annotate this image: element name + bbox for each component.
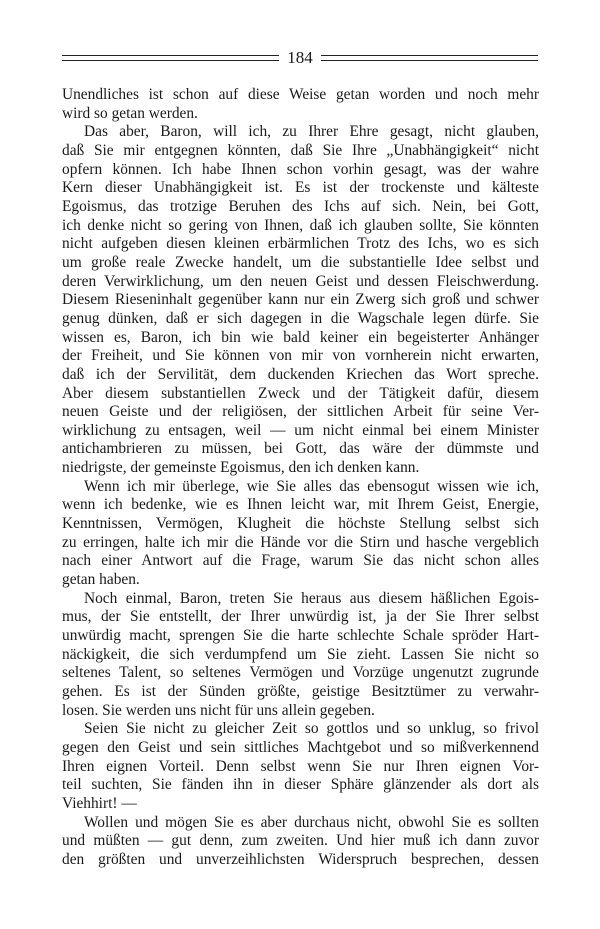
text-line: Ihren eignen Vorteil. Denn selbst wenn Sie nur Ihren eignen Vor- [62,757,539,775]
text-line: wird so getan werden. [62,104,198,122]
text-line: näckigkeit, die sich verdumpfend um Sie zieht. Lassen Sie nicht so [62,645,539,663]
text-line: wissen es, Baron, ich bin wie bald keiner ein begeisterter Anhänger [62,328,539,346]
text-line: Seien Sie nicht zu gleicher Zeit so gottlos und so unklug, so frivol [84,720,539,738]
text-line: Viehhirt! — [62,794,137,812]
text-line: Wollen und mögen Sie es aber durchaus nicht, obwohl Sie es sollten [84,813,539,831]
text-line: Diesem Rieseninhalt gegenüber kann nur ein Zwerg sich groß und schwer [62,291,539,309]
text-line: daß Sie mir entgegnen könnten, daß Sie Ihre „Unabhängigkeit“ nicht [62,141,539,159]
text-line: und müßten — gut denn, zum zweiten. Und hier muß ich dann zuvor [62,832,539,850]
text-line: wirklichung zu entsagen, weil — um nicht einmal bei einem Minister [62,421,539,439]
text-line: gehen. Es ist der Sünden größte, geistige Besitztümer zu verwahr- [62,683,539,700]
text-line: seltenes Talent, so seltenes Vermögen und Vorzüge ungenutzt zugrunde [62,664,539,682]
text-line: wenn ich bedenke, wie es Ihnen leicht war, mit Ihrem Geist, Energie, [62,496,539,514]
text-line: Noch einmal, Baron, treten Sie heraus aus diesem häßlichen Egois- [84,589,539,607]
text-line: Unendliches ist schon auf diese Weise getan worden und noch mehr [62,86,539,103]
text-line: Egoismus, das trotzige Beruhen des Ichs auf sich. Nein, bei Gott, [62,197,539,215]
text-line: gegen den Geist und sein sittliches Machtgebot und so mißverkennend [62,738,539,756]
text-line: neuen Geiste und der religiösen, der sittlichen Arbeit für seine Ver- [62,403,539,421]
text-line: genug dünken, daß er sich dagegen in die Wagschale legen dürfe. Sie [62,309,539,327]
text-line: der Freiheit, und Sie können von mir von vornherein nicht erwarten, [62,347,539,365]
text-line: nach einer Antwort auf die Frage, warum Sie das nicht schon alles [62,552,539,570]
header-rule-right [321,55,538,61]
text-line: Kenntnissen, Vermögen, Klugheit die höchste Stellung selbst sich [62,515,539,533]
text-line: nicht aufgeben diesen kleinen erbärmlichen Trotz des Ichs, wo es sich [62,235,539,253]
text-line: unwürdig macht, sprengen Sie die harte schlechte Schale spröder Hart- [62,627,539,645]
text-line: teil suchten, Sie fänden ihn in dieser Sphäre glänzender als dort als [62,776,539,794]
text-line: deren Verwirklichung, um den neuen Geist und dessen Fleischwerdung. [62,272,539,290]
text-line: ich denke nicht so gering von Ihnen, daß ich glauben sollte, Sie könnten [62,216,539,234]
text-line: mus, der Sie entstellt, der Ihrer unwürdig ist, ja der Sie Ihrer selbst [62,608,539,626]
page-header [62,48,538,68]
text-line: den größten und unverzeihlichsten Widerspruch besprechen, dessen [62,850,539,868]
text-line: daß ich der Servilität, dem duckenden Kriechen das Wort spreche. [62,365,539,383]
text-line: Aber diesem substantiellen Zweck und der Tätigkeit dafür, diesem [62,384,539,402]
body-text [62,86,539,870]
text-line: Kern dieser Unabhängigkeit ist. Es ist der trockenste und kälteste [62,179,539,197]
header-rule-left [62,55,279,61]
text-line: niedrigste, der gemeinste Egoismus, den ich denken kann. [62,459,420,477]
text-line: Wenn ich mir überlege, wie Sie alles das ebensogut wissen wie ich, [84,477,539,495]
page-number: 184 [287,48,313,67]
text-line: um große reale Zwecke handelt, um die substantielle Idee selbst und [62,253,539,271]
text-line: antichambrieren zu müssen, bei Gott, das wäre der dümmste und [62,440,539,458]
text-line: zu erringen, halte ich mir die Hände vor die Stirn und hasche vergeblich [62,533,539,551]
text-line: losen. Sie werden uns nicht für uns allein gegeben. [62,701,375,719]
text-line: opfern können. Ich habe Ihnen schon vorhin gesagt, was der wahre [62,160,539,178]
text-line: getan haben. [62,571,140,589]
text-line: Das aber, Baron, will ich, zu Ihrer Ehre gesagt, nicht glauben, [84,123,539,141]
